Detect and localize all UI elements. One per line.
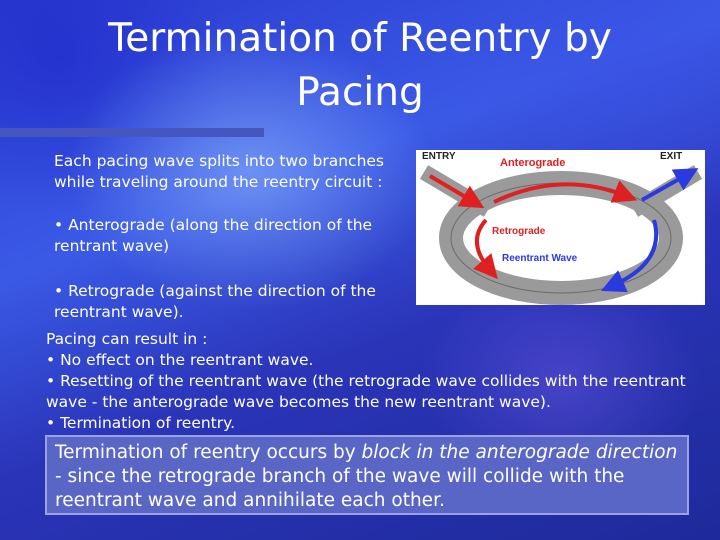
reentry-ring <box>451 183 671 293</box>
termination-bullet: • Termination of reentry. <box>46 414 236 432</box>
pacing-results <box>46 329 696 434</box>
exit-label: EXIT <box>660 151 683 162</box>
slide-title: Termination of Reentry by Pacing <box>108 16 612 115</box>
retrograde-label: Retrograde <box>492 226 546 237</box>
anterograde-label: Anterograde <box>500 157 566 169</box>
reentry-circuit-diagram <box>416 150 705 305</box>
anterograde-bullet: • Anterograde (along the direction of the rentrant wave) <box>54 216 373 255</box>
retrograde-bullet: • Retrograde (against the direction of the reentrant wave). <box>54 282 376 321</box>
callout-emphasis: block in the anterograde direction <box>361 442 678 463</box>
reentry-circuit-svg <box>416 150 705 305</box>
reentrant-wave-label: Reentrant Wave <box>502 253 578 264</box>
resetting-bullet: • Resetting of the reentrant wave (the retrograde wave collides with the reentrant wave - the anterograde wave becomes the new reentrant wave). <box>46 372 686 411</box>
title-accent-bar <box>0 128 264 137</box>
entry-label: ENTRY <box>422 151 456 162</box>
callout-text-end: - since the retrograde branch of the wave will collide with the reentrant wave and annihilate each other. <box>55 466 625 511</box>
no-effect-bullet: • No effect on the reentrant wave. <box>46 351 314 369</box>
callout-text-start: Termination of reentry occurs by <box>55 442 362 463</box>
pacing-intro: Pacing can result in : <box>46 330 208 348</box>
conclusion-box <box>45 435 689 515</box>
intro-paragraph: Each pacing wave splits into two branches while traveling around the reentry circuit : <box>54 152 385 191</box>
